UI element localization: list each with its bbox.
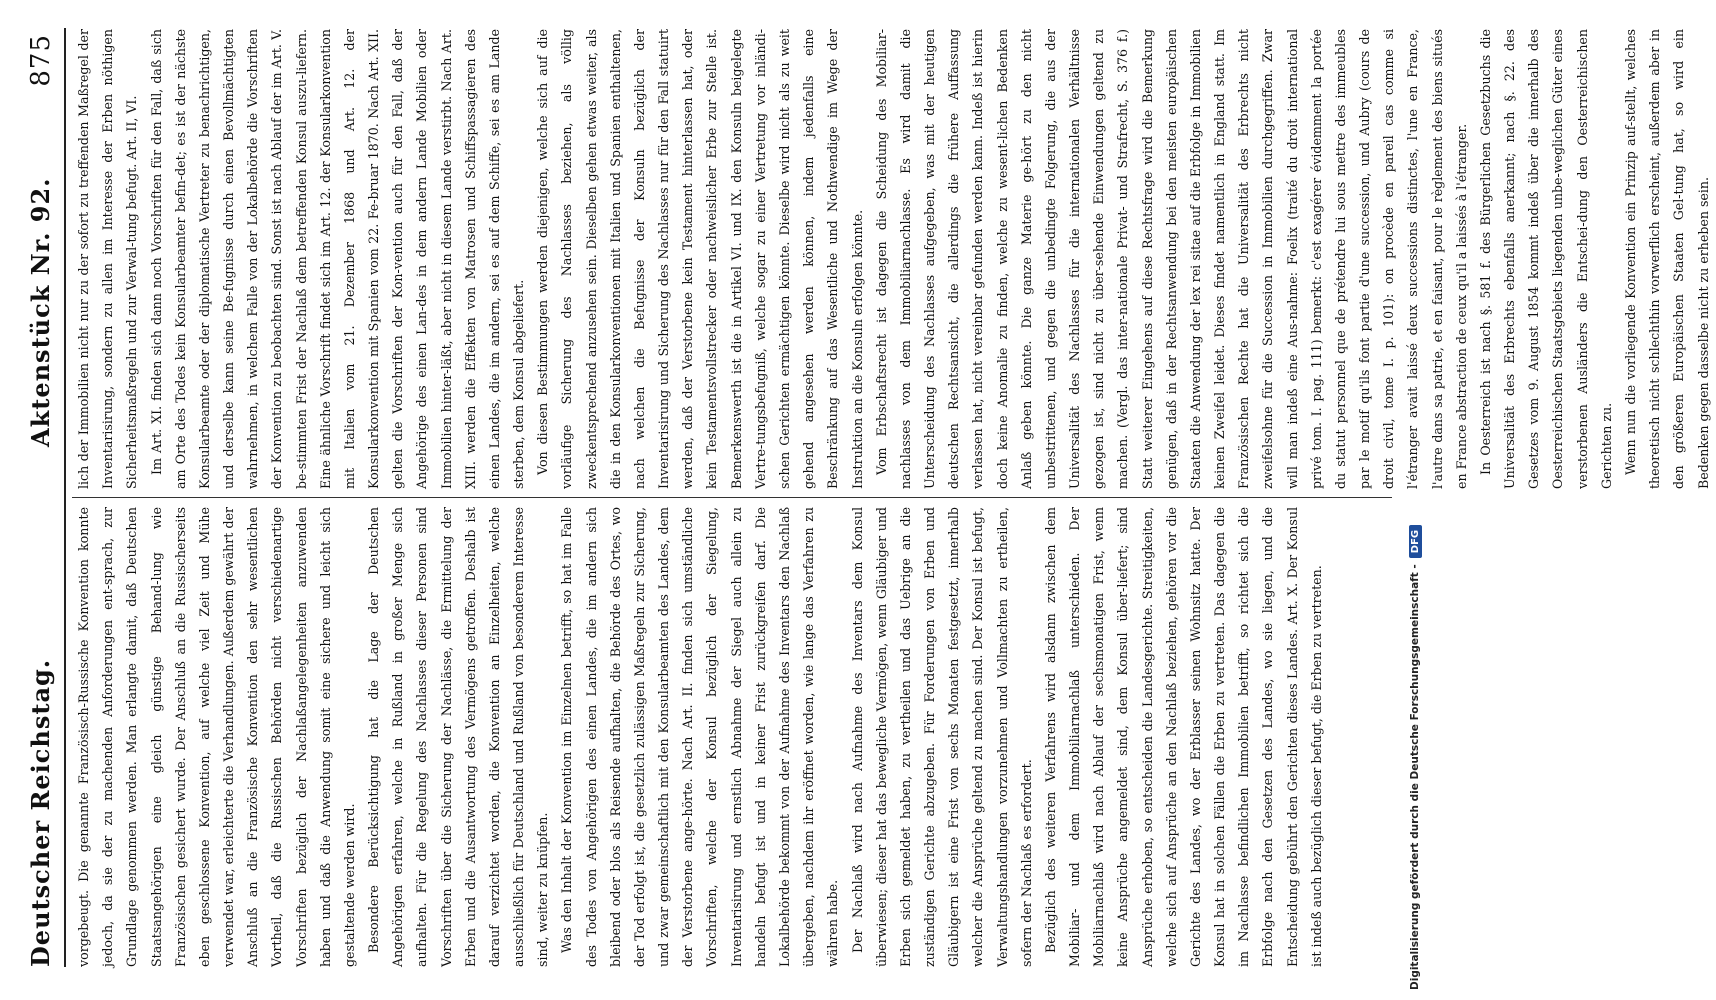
dfg-logo: DFG [1409, 525, 1422, 558]
paragraph: Was den Inhalt der Konvention im Einzelnen betrifft, so hat im Falle des Todes von Angehörigen des einen Landes, die im andern sich bleibend oder blos als Reisende aufhalten, die Behörde des Ortes, wo der Tod erfolgt ist, die gesetzlich zulässigen Maßregeln zur Sicherung, und zwar gemeinschaftlich mit den Konsularbeamten des Landes, dem der Verstorbene ange-hörte. Nach Art. II. finden sich umständliche Vorschriften, welche der Konsul bezüglich der Siegelung, Inventarisirung und ernstlich Abnahme der Siegel auch allein zu handeln befugt ist und in keiner Frist zurückgreifen darf. Die Lokalbehörde bekommt von der Aufnahme des Inventars den Nachlaß übergeben, nachdem ihr eröffnet worden, wie lange das Verfahren zu währen habe. [559, 507, 841, 967]
left-column [72, 507, 1402, 967]
paragraph: Wenn nun die vorliegende Konvention ein Prinzip auf-stellt, welches theoretisch nicht schlechthin vorwerflich erscheint, außerdem aber in den größeren Europäischen Staaten Gel-tung hat, so wird ein Bedenken gegen dasselbe nicht zu erheben sein. [1623, 29, 1711, 489]
paragraph: Von diesen Bestimmungen werden diejenigen, welche sich auf die vorläufige Sicherung des Nachlasses beziehen, als völlig zweckentsprechend anzusehen sein. Dieselben gehen etwas weiter, als die in den Konsularkonventionen mit Italien und Spanien enthaltenen, nach welchen die Befugnisse der Konsuln bezüglich der Inventarisirung und Sicherung des Nachlasses nur für den Fall statuirt werden, daß der Verstorbene kein Testament hinterlassen hat, oder kein Testamentsvollstrecker oder nachweislicher Erbe zur Stelle ist. Bemerkenswerth ist die in Artikel VI. und IX. den Konsuln beigelegte Vertre-tungsbefugniß, welche sogar zu einer Vertretung vor inländi-schen Gerichten ermächtigen könnte. Dieselbe wird nicht als zu weit gehend angesehen werden können, indem jedenfalls eine Beschränkung auf das Wesentliche und Nothwendige im Wege der Instruktion an die Konsuln erfolgen könnte. [535, 29, 865, 489]
paragraph: Bezüglich des weiteren Verfahrens wird alsdann zwischen dem Mobiliar- und dem Immobiliarnachlaß unterschieden. Der Mobiliarnachlaß wird nach Ablauf der sechsmonatigen Frist, wenn keine Ansprüche angemeldet sind, dem Konsul über-liefert; sind Ansprüche erhoben, so entscheiden die Landesgerichte. Streitigkeiten, welche sich auf Ansprüche an den Nachlaß beziehen, gehören vor die Gerichte des Landes, wo der Erblasser seinen Wohnsitz hatte. Der Konsul hat in solchen Fällen die Erben zu vertreten. Das dagegen die im Nachlasse befindlichen Immobilien betrifft, so richtet sich die Erbfolge nach den Gesetzen des Landes, wo sie liegen, und die Entscheidung gebührt den Gerichten dieses Landes. Art. X. Der Konsul ist indeß auch bezüglich dieser befugt, die Erben zu vertreten. [1042, 507, 1324, 967]
paragraph: Vom Erbschaftsrecht ist dagegen die Scheidung des Mobiliar-nachlasses von dem Immobiliarnachlasse. Es wird damit die Unterscheidung des Nachlasses aufgegeben, was mit der heutigen deutschen Rechtsansicht, die allerdings die frühere Auffassung verlassen hat, nicht vereinbar gefunden werden kann. Indeß ist hierin doch keine Anomalie zu finden, welche zu wesent-lichen Bedenken Anlaß geben könnte. Die ganze Materie ge-hört zu den nicht unbestrittenen, und gegen die unbedingte Folgerung, die aus der Universalität des Nachlasses für die internationalen Verhältnisse gezogen ist, sind nicht zu über-sehende Einwendungen geltend zu machen. (Vergl. das inter-nationale Privat- und Strafrecht, S. 376 f.) Statt weiterer Eingehens auf diese Rechtsfrage wird die Bemerkung genügen, daß in der Rechtsanwendung bei den meisten europäischen Staaten die Anwendung der lex rei sitae auf die Erbfolge in Immobilien keinen Zweifel leidet. Dieses findet namentlich in England statt. Im Französischen Rechte hat die Universalität des Erbrechts nicht zweifelsohne für die Succession in Immobilien durchgegriffen. Zwar will man indeß eine Aus-nahme: Foelix (traité du droit international privé tom. I. pag. 111) bemerkt: c'est exagérer évidemment la portée du statut personnel que de prétendre lui sous mettre des immeubles par le motif qu'ils font partie d'une succession, und Aubry (cours de droit civil, tome I. p. 101): on procède en pareil cas comme si l'étranger avait laissé deux successions distinctes, l'une en France, l'autre dans sa patrie, et en faisant, pour le règlement des biens situés en France abstraction de ceux qu'il a laissés à l'étranger. [873, 29, 1469, 489]
digitization-credit [1402, 0, 1428, 990]
paragraph: lich der Immobilien nicht nur zu der sofort zu treffenden Maßregel der Inventarisirung, sondern zu allen im Interesse der Erben nöthigen Sicherheitsmaßregeln und zur Verwal-tung befugt. Art. II, VI. [76, 29, 140, 489]
page-header [20, 28, 66, 967]
paragraph: Der Nachlaß wird nach Aufnahme des Inventars dem Konsul überwiesen; dieser hat das bewegliche Vermögen, wenn Gläubiger und Erben sich gemeldet haben, zu vertheilen und das Uebrige an die zuständigen Gerichte abzugeben. Für Forderungen von Erben und Gläubigern ist eine Frist von sechs Monaten festgesetzt, innerhalb welcher die Ansprüche geltend zu machen sind. Der Konsul ist befugt, Verwaltungshandlungen vorzunehmen und Vollmachten zu ertheilen, sofern der Nachlaß es erfordert. [849, 507, 1034, 967]
page-number: 875 [26, 34, 56, 87]
paragraph: vorgebeugt. Die genannte Französisch-Russische Konvention konnte jedoch, da sie der zu machenden Anforderungen ent-sprach, zur Grundlage genommen werden. Man erlangte damit, daß Deutschen Staatsangehörigen eine gleich günstige Behand-lung wie Französischen gesichert wurde. Der Anschluß an die Russischerseits eben geschlossene Konvention, auf welche viel Zeit und Mühe verwendet war, erleichterte die Verhandlungen. Außerdem gewährt der Anschluß an die Französische Konvention den sehr wesentlichen Vortheil, daß die Russischen Behörden nicht verschiedenartige Vorschriften bezüglich der Nachlaßangelegenheiten anzuwenden haben und daß die Anwendung somit eine sichere und leicht sich gestaltende werden wird. [76, 507, 357, 967]
column-divider [72, 497, 1392, 498]
right-column [72, 29, 1711, 489]
running-title: Deutscher Reichstag. [26, 658, 55, 967]
paragraph: Besondere Berücksichtigung hat die Lage der Deutschen Angehörigen erfahren, welche in Rußland in großer Menge sich aufhalten. Für die Regelung des Nachlasses dieser Personen sind Vorschriften über die Sicherung der Nachlässe, die Ermittelung der Erben und die Ausantwortung des Vermögens getroffen. Deshalb ist darauf verzichtet worden, die Konvention an Einzelheiten, welche ausschließlich für Deutschland und Rußland von besonderem Interesse sind, weiter zu knüpfen. [366, 507, 551, 967]
paragraph: In Oesterreich ist nach §. 581 f. des Bürgerlichen Gesetzbuchs die Universalität des Erbrechts ebenfalls anerkannt; nach §. 22. des Gesetzes vom 9. August 1854 kommt indeß über die innerhalb des Oesterreichischen Staatsgebiets liegenden unbe-weglichen Güter eines verstorbenen Ausländers die Entschei-dung den Oesterreichischen Gerichten zu. [1477, 29, 1614, 489]
credit-text: Digitalisierung gefördert durch die Deutsche Forschungsgemeinschaft - [1409, 564, 1421, 990]
document-number: Aktenstück Nr. 92. [26, 177, 55, 447]
paragraph: Im Art. XI. finden sich dann noch Vorschriften für den Fall, daß sich am Orte des Todes kein Konsularbeamter befin-det; es ist der nächste Konsularbeamte oder der diplomatische Vertreter zu benachrichtigen, und derselbe kann seine Be-fugnisse durch einen Bevollmächtigten wahrnehmen, in welchem Falle von der Lokalbehörde die Vorschriften der Konvention zu beobachten sind. Sonst ist nach Ablauf der im Art. V. be-stimmten Frist der Nachlaß dem betreffenden Konsul auszu-liefern. Eine ähnliche Vorschrift findet sich im Art. 12. der Konsularkonvention mit Italien vom 21. Dezember 1868 und Art. 12. der Konsularkonvention mit Spanien vom 22. Fe-bruar 1870. Nach Art. XII. gelten die Vorschriften der Kon-vention auch für den Fall, daß der Angehörige des einen Lan-des in dem andern Lande Mobilien oder Immobilien hinter-läßt, aber nicht in diesem Lande verstirbt. Nach Art. XIII. werden die Effekten von Matrosen und Schiffspassagieren des einen Landes, die im andern, sei es auf dem Schiffe, sei es am Lande sterben, dem Konsul abgeliefert. [148, 29, 527, 489]
